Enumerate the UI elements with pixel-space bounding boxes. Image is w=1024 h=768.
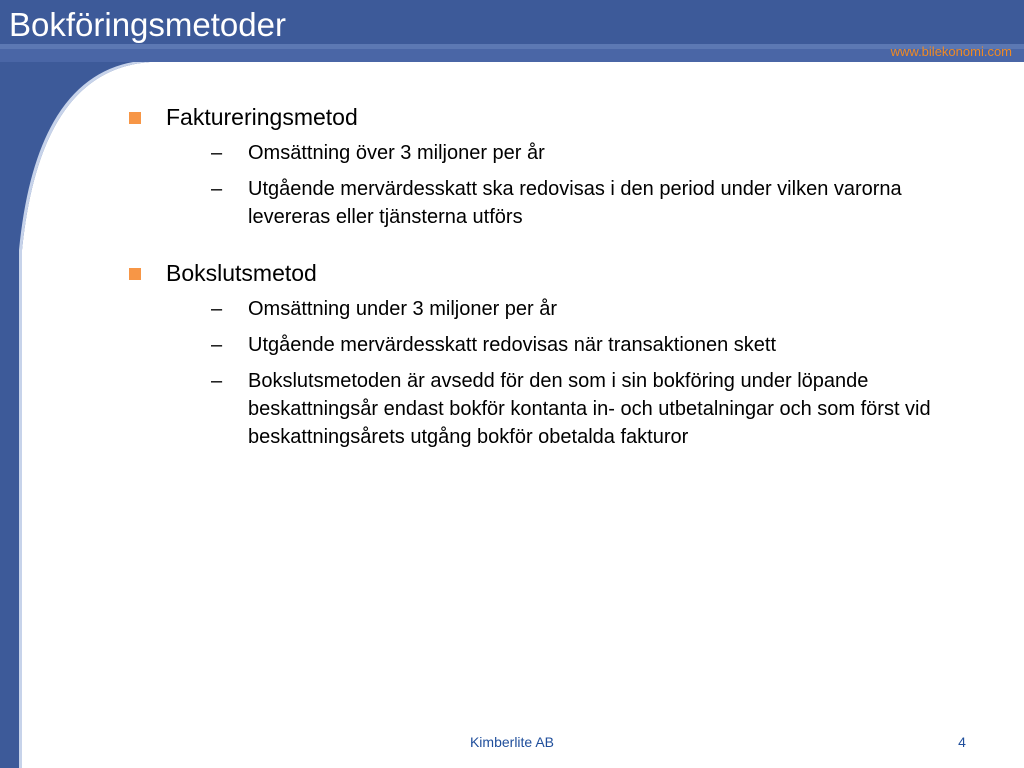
dash-icon: – — [211, 370, 223, 392]
sub-bullet — [211, 295, 978, 323]
sub-bullet — [211, 139, 978, 167]
bullet-bokslutsmetod — [128, 257, 978, 451]
page-number: 4 — [958, 734, 966, 750]
sub-bullet-text: Omsättning över 3 miljoner per år — [248, 142, 545, 164]
dash-icon: – — [211, 298, 223, 320]
slide-title: Bokföringsmetoder — [9, 6, 286, 43]
title-bar-strip-light — [0, 49, 1024, 62]
sub-bullet — [211, 331, 978, 359]
slide-content — [128, 101, 978, 459]
square-bullet-icon — [129, 112, 141, 124]
website-link[interactable]: www.bilekonomi.com — [890, 44, 1012, 59]
sub-bullet-text: Utgående mervärdesskatt ska redovisas i den period under vilken varorna levereras eller tjänsterna utförs — [248, 178, 902, 228]
bullet-gap — [128, 239, 978, 257]
footer-company: Kimberlite AB — [469, 734, 555, 750]
sub-bullet — [211, 175, 978, 231]
sub-bullet-list — [166, 295, 978, 451]
bullet-label: Bokslutsmetod — [166, 260, 317, 286]
bullet-faktureringsmetod — [128, 101, 978, 231]
sub-bullet-list — [166, 139, 978, 231]
dash-icon: – — [211, 178, 223, 200]
sub-bullet — [211, 367, 978, 451]
sub-bullet-text: Bokslutsmetoden är avsedd för den som i sin bokföring under löpande beskattningsår endast bokför kontanta in- och utbetalningar och som först vid beskattningsårets utgång bokför obetalda fakturor — [248, 370, 931, 448]
bullet-label: Faktureringsmetod — [166, 104, 358, 130]
dash-icon: – — [211, 142, 223, 164]
sub-bullet-text: Omsättning under 3 miljoner per år — [248, 298, 558, 320]
sub-bullet-text: Utgående mervärdesskatt redovisas när transaktionen skett — [248, 334, 777, 356]
square-bullet-icon — [129, 268, 141, 280]
dash-icon: – — [211, 334, 223, 356]
